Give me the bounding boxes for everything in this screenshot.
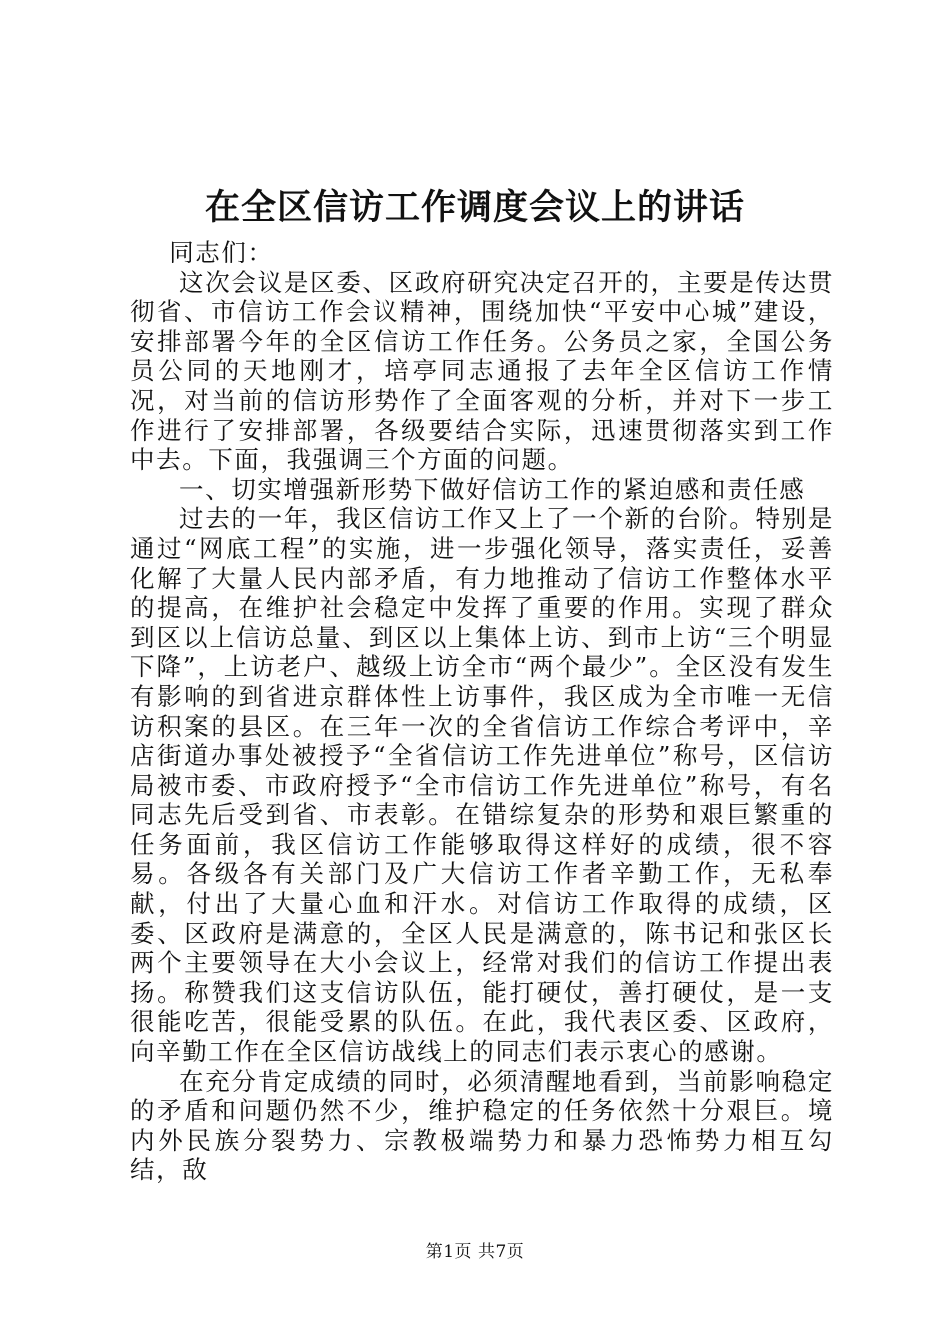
greeting-line: 同志们： xyxy=(169,238,274,267)
paragraph-challenges: 在充分肯定成绩的同时，必须清醒地看到，当前影响稳定的矛盾和问题仍然不少，维护稳定的任务依然十分艰巨。境内外民族分裂势力、宗教极端势力和暴力恐怖势力相互勾结，敌 xyxy=(130,1066,834,1185)
page-footer: 第1页 共7页 xyxy=(425,1242,525,1262)
document-body xyxy=(130,238,834,1185)
document-title: 在全区信访工作调度会议上的讲话 xyxy=(204,187,745,228)
section-heading: 一、切实增强新形势下做好信访工作的紧迫感和责任感 xyxy=(179,474,806,504)
paragraph-achievements: 过去的一年，我区信访工作又上了一个新的台阶。特别是通过“网底工程”的实施，进一步强化领导，落实责任，妥善化解了大量人民内部矛盾，有力地推动了信访工作整体水平的提高，在维护社会稳定中发挥了重要的作用。实现了群众到区以上信访总量、到区以上集体上访、到市上访“三个明显下降”，上访老户、越级上访全市“两个最少”。全区没有发生有影响的到省进京群体性上访事件，我区成为全市唯一无信访积案的县区。在三年一次的全省信访工作综合考评中，辛店街道办事处被授予“全省信访工作先进单位”称号，区信访局被市委、市政府授予“全市信访工作先进单位”称号，有名同志先后受到省、市表彰。在错综复杂的形势和艰巨繁重的任务面前，我区信访工作能够取得这样好的成绩，很不容易。各级各有关部门及广大信访工作者辛勤工作，无私奉献，付出了大量心血和汗水。对信访工作取得的成绩，区委、区政府是满意的，全区人民是满意的，陈书记和张区长两个主要领导在大小会议上，经常对我们的信访工作提出表扬。称赞我们这支信访队伍，能打硬仗，善打硬仗，是一支很能吃苦，很能受累的队伍。在此，我代表区委、区政府，向辛勤工作在全区信访战线上的同志们表示衷心的感谢。 xyxy=(130,504,834,1067)
paragraph-intro: 这次会议是区委、区政府研究决定召开的，主要是传达贯彻省、市信访工作会议精神，围绕加快“平安中心城”建设，安排部署今年的全区信访工作任务。公务员之家，全国公务员公同的天地刚才，培亭同志通报了去年全区信访工作情况，对当前的信访形势作了全面客观的分析，并对下一步工作进行了安排部署，各级要结合实际，迅速贯彻落实到工作中去。下面，我强调三个方面的问题。 xyxy=(130,267,834,475)
